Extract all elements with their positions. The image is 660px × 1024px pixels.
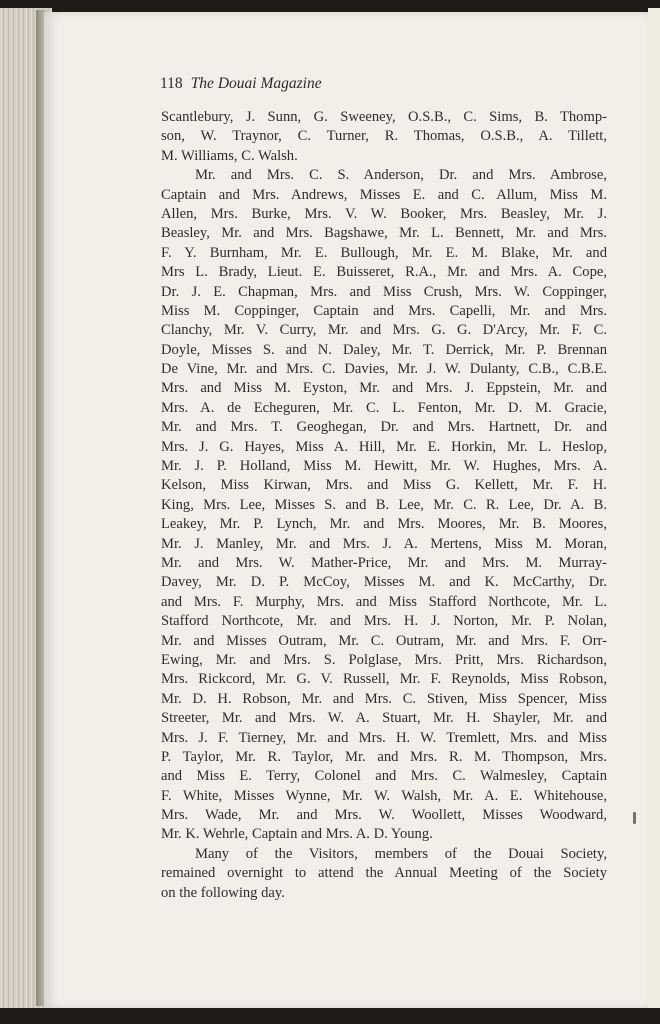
- text-line: son, W. Traynor, C. Turner, R. Thomas, O.S.B., A. Tillett,: [161, 128, 607, 145]
- text-line: King, Mrs. Lee, Misses S. and B. Lee, Mr. C. R. Lee, Dr. A. B.: [161, 496, 607, 513]
- text-line: F. White, Misses Wynne, Mr. W. Walsh, Mr. A. E. Whitehouse,: [161, 787, 607, 804]
- text-line: Allen, Mrs. Burke, Mrs. V. W. Booker, Mrs. Beasley, Mr. J.: [161, 205, 607, 222]
- text-line: Streeter, Mr. and Mrs. W. A. Stuart, Mr. H. Shayler, Mr. and: [161, 710, 607, 727]
- text-line: Mr. K. Wehrle, Captain and Mrs. A. D. Young.: [161, 826, 433, 843]
- text-line: Mr. J. P. Holland, Miss M. Hewitt, Mr. W. Hughes, Mrs. A.: [161, 458, 607, 475]
- text-line: Miss M. Coppinger, Captain and Mrs. Capelli, Mr. and Mrs.: [161, 302, 607, 319]
- body-text: [161, 108, 607, 903]
- running-head: [160, 75, 322, 93]
- text-line: Mr. J. Manley, Mr. and Mrs. J. A. Mertens, Miss M. Moran,: [161, 535, 607, 552]
- text-line: Kelson, Miss Kirwan, Mrs. and Miss G. Kellett, Mr. F. H.: [161, 477, 607, 494]
- text-line: Ewing, Mr. and Mrs. S. Polglase, Mrs. Pritt, Mrs. Richardson,: [161, 651, 607, 668]
- margin-mark: [633, 812, 636, 824]
- facing-page-edge: [648, 8, 660, 1008]
- text-line: remained overnight to attend the Annual Meeting of the Society: [161, 865, 607, 882]
- text-line: M. Williams, C. Walsh.: [161, 147, 298, 164]
- text-line: Doyle, Misses S. and N. Daley, Mr. T. Derrick, Mr. P. Brennan: [161, 341, 607, 358]
- text-line: Mrs. J. F. Tierney, Mr. and Mrs. H. W. Tremlett, Mrs. and Miss: [161, 729, 607, 746]
- text-line: Mrs. J. G. Hayes, Miss A. Hill, Mr. E. Horkin, Mr. L. Heslop,: [161, 438, 607, 455]
- text-line: Mrs. A. de Echeguren, Mr. C. L. Fenton, Mr. D. M. Gracie,: [161, 399, 607, 416]
- text-line: Dr. J. E. Chapman, Mrs. and Miss Crush, Mrs. W. Coppinger,: [161, 283, 607, 300]
- text-line: Mrs. and Miss M. Eyston, Mr. and Mrs. J. Eppstein, Mr. and: [161, 380, 607, 397]
- text-line: Beasley, Mr. and Mrs. Bagshawe, Mr. L. Bennett, Mr. and Mrs.: [161, 225, 607, 242]
- text-line: on the following day.: [161, 884, 285, 901]
- page-number: 118: [160, 75, 183, 92]
- text-line: Mr. and Mrs. C. S. Anderson, Dr. and Mrs. Ambrose,: [195, 167, 607, 184]
- text-line: Many of the Visitors, members of the Douai Society,: [195, 845, 607, 862]
- text-line: Davey, Mr. D. P. McCoy, Misses M. and K. McCarthy, Dr.: [161, 574, 607, 591]
- text-line: and Mrs. F. Murphy, Mrs. and Miss Stafford Northcote, Mr. L.: [161, 593, 607, 610]
- text-line: P. Taylor, Mr. R. Taylor, Mr. and Mrs. R. M. Thompson, Mrs.: [161, 748, 607, 765]
- text-line: and Miss E. Terry, Colonel and Mrs. C. Walmesley, Captain: [161, 768, 607, 785]
- text-line: Mr. and Mrs. T. Geoghegan, Dr. and Mrs. Hartnett, Dr. and: [161, 419, 607, 436]
- text-line: Mrs. Rickcord, Mr. G. V. Russell, Mr. F. Reynolds, Miss Robson,: [161, 671, 607, 688]
- text-line: Mr. and Misses Outram, Mr. C. Outram, Mr. and Mrs. F. Orr-: [161, 632, 607, 649]
- text-line: Clanchy, Mr. V. Curry, Mr. and Mrs. G. G. D'Arcy, Mr. F. C.: [161, 322, 607, 339]
- text-line: Mrs L. Brady, Lieut. E. Buisseret, R.A., Mr. and Mrs. A. Cope,: [161, 264, 607, 281]
- text-line: Mr. D. H. Robson, Mr. and Mrs. C. Stiven, Miss Spencer, Miss: [161, 690, 607, 707]
- text-line: F. Y. Burnham, Mr. E. Bullough, Mr. E. M. Blake, Mr. and: [161, 244, 607, 261]
- text-line: Leakey, Mr. P. Lynch, Mr. and Mrs. Moores, Mr. B. Moores,: [161, 516, 607, 533]
- publication-title: The Douai Magazine: [190, 75, 322, 92]
- text-line: Mr. and Mrs. W. Mather-Price, Mr. and Mrs. M. Murray-: [161, 554, 607, 571]
- text-line: De Vine, Mr. and Mrs. C. Davies, Mr. J. W. Dulanty, C.B., C.B.E.: [161, 361, 607, 378]
- text-line: Captain and Mrs. Andrews, Misses E. and C. Allum, Miss M.: [161, 186, 607, 203]
- text-line: Mrs. Wade, Mr. and Mrs. W. Woollett, Misses Woodward,: [161, 807, 607, 824]
- text-line: Scantlebury, J. Sunn, G. Sweeney, O.S.B., C. Sims, B. Thomp-: [161, 109, 607, 125]
- text-line: Stafford Northcote, Mr. and Mrs. H. J. Norton, Mr. P. Nolan,: [161, 613, 607, 630]
